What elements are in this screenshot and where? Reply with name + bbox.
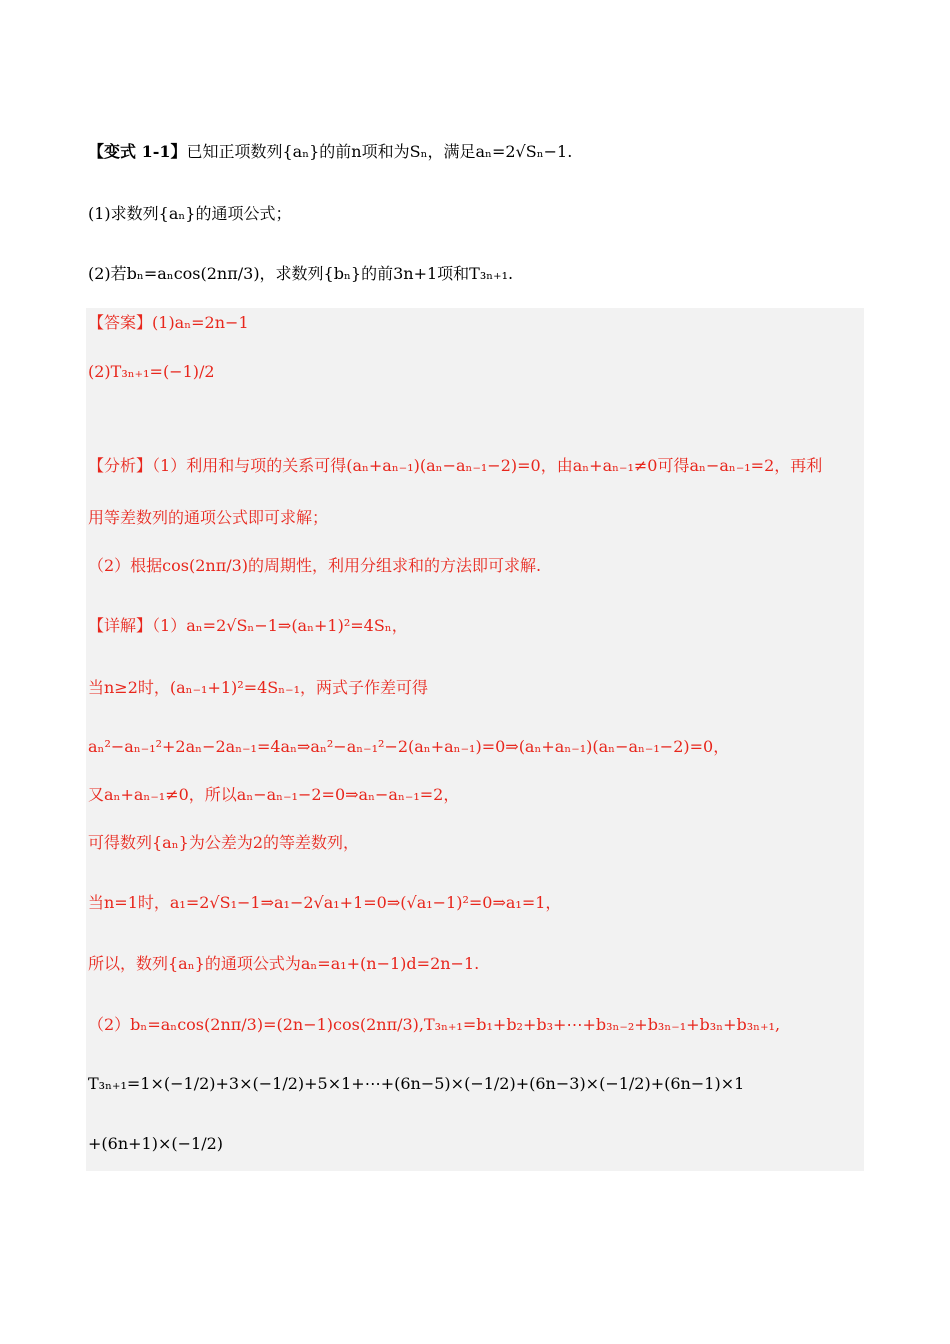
analysis-line1 bbox=[88, 456, 822, 475]
detail-text-1: （1）aₙ=2√Sₙ−1⇒(aₙ+1)²=4Sₙ， bbox=[152, 616, 408, 635]
answer-line1 bbox=[88, 313, 249, 332]
answer-part1: (1)aₙ=2n−1 bbox=[152, 313, 249, 332]
analysis-line3: （2）根据cos(2nπ/3)的周期性，利用分组求和的方法即可求解. bbox=[88, 556, 542, 575]
detail-line4: 又aₙ+aₙ₋₁≠0，所以aₙ−aₙ₋₁−2=0⇒aₙ−aₙ₋₁=2， bbox=[88, 785, 460, 804]
question-title: 【变式 1-1】 bbox=[88, 142, 187, 161]
question-stem-line bbox=[88, 142, 572, 161]
answer-label: 【答案】 bbox=[88, 313, 153, 332]
question-part2: (2)若bₙ=aₙcos(2nπ/3)，求数列{bₙ}的前3n+1项和T₃ₙ₊₁. bbox=[88, 264, 514, 283]
detail-line2: 当n≥2时，(aₙ₋₁+1)²=4Sₙ₋₁，两式子作差可得 bbox=[88, 678, 429, 697]
detail-line1 bbox=[88, 616, 408, 635]
answer-part2: (2)T₃ₙ₊₁=(−1)/2 bbox=[88, 362, 215, 381]
question-part1: (1)求数列{aₙ}的通项公式； bbox=[88, 204, 292, 223]
question-stem: 已知正项数列{aₙ}的前n项和为Sₙ，满足aₙ=2√Sₙ−1. bbox=[186, 142, 573, 161]
detail-line6: 当n=1时，a₁=2√S₁−1⇒a₁−2√a₁+1=0⇒(√a₁−1)²=0⇒a₁=1， bbox=[88, 893, 562, 912]
detail-line3: aₙ²−aₙ₋₁²+2aₙ−2aₙ₋₁=4aₙ⇒aₙ²−aₙ₋₁²−2(aₙ+aₙ₋₁)=0⇒(aₙ+aₙ₋₁)(aₙ−aₙ₋₁−2)=0， bbox=[88, 737, 730, 756]
detail-line8: （2）bₙ=aₙcos(2nπ/3)=(2n−1)cos(2nπ/3),T₃ₙ₊₁=b₁+b₂+b₃+⋯+b₃ₙ₋₂+b₃ₙ₋₁+b₃ₙ+b₃ₙ₊₁, bbox=[88, 1015, 781, 1034]
detail-label: 【详解】 bbox=[88, 616, 153, 635]
detail-line7: 所以，数列{aₙ}的通项公式为aₙ=a₁+(n−1)d=2n−1. bbox=[88, 954, 480, 973]
detail-line5: 可得数列{aₙ}为公差为2的等差数列， bbox=[88, 833, 360, 852]
analysis-line2: 用等差数列的通项公式即可求解； bbox=[88, 508, 329, 527]
detail-line10: +(6n+1)×(−1/2) bbox=[88, 1134, 224, 1153]
detail-line9: T₃ₙ₊₁=1×(−1/2)+3×(−1/2)+5×1+⋯+(6n−5)×(−1/2)+(6n−3)×(−1/2)+(6n−1)×1 bbox=[88, 1074, 745, 1093]
analysis-text-1: （1）利用和与项的关系可得(aₙ+aₙ₋₁)(aₙ−aₙ₋₁−2)=0，由aₙ+aₙ₋₁≠0可得aₙ−aₙ₋₁=2，再利 bbox=[152, 456, 823, 475]
analysis-label: 【分析】 bbox=[88, 456, 153, 475]
